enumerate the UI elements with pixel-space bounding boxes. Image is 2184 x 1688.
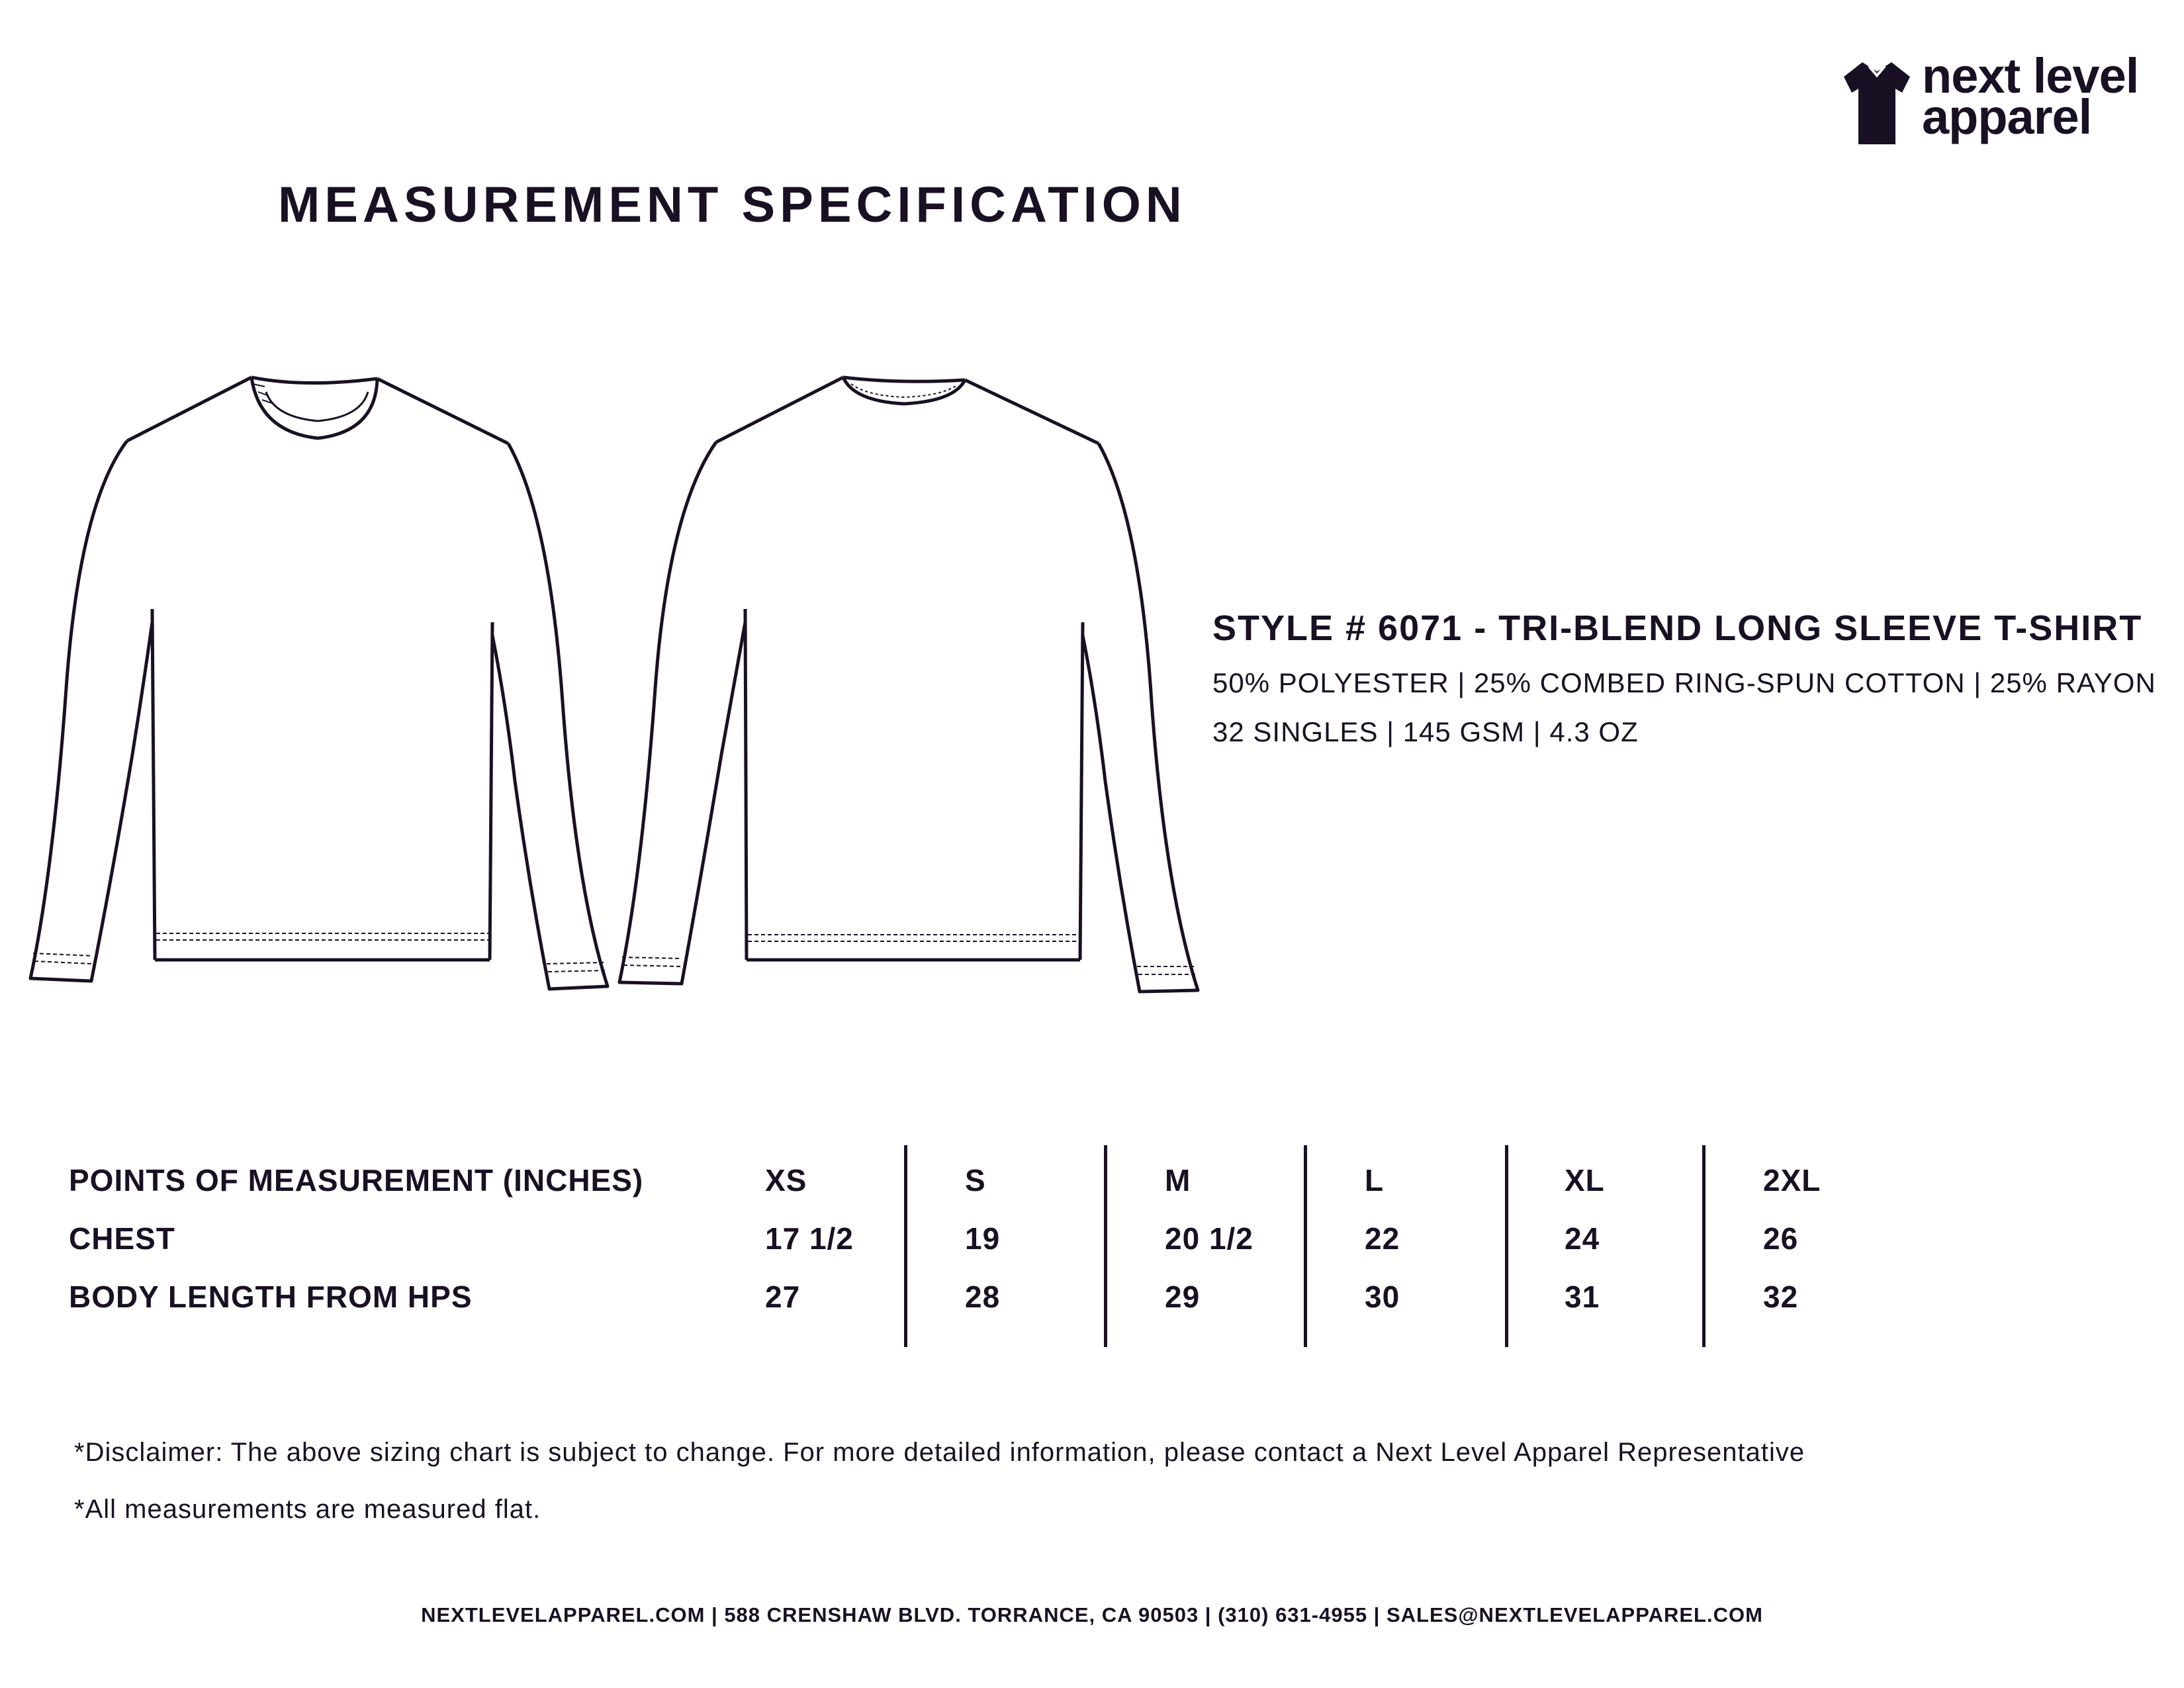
size-header-2xl: 2XL [1763,1163,1821,1197]
size-chart-table [69,1139,2120,1350]
size-header-xl: XL [1565,1163,1605,1197]
fabric-composition: 50% POLYESTER | 25% COMBED RING-SPUN COTTON | 25% RAYON [1212,667,2156,698]
body-length-xl: 31 [1565,1280,1600,1314]
chest-2xl: 26 [1763,1221,1799,1256]
column-divider [1505,1145,1508,1347]
shirt-back-illustration [615,357,1211,1006]
row-label-body-length: BODY LENGTH FROM HPS [69,1280,473,1314]
row-label-chest: CHEST [69,1221,175,1256]
shirt-front-illustration [26,357,622,1006]
chest-l: 22 [1365,1221,1400,1256]
brand-name-line2: apparel [1922,89,2092,144]
column-divider [904,1145,907,1347]
size-header-l: L [1365,1163,1385,1197]
body-length-2xl: 32 [1763,1280,1799,1314]
fabric-specs: 32 SINGLES | 145 GSM | 4.3 OZ [1212,716,1639,747]
footer-contact: NEXTLEVELAPPAREL.COM | 588 CRENSHAW BLVD. TORRANCE, CA 90503 | (310) 631-4955 | SALES@NEXTLEVELAPPAREL.COM [421,1603,1763,1626]
chest-s: 19 [965,1221,1001,1256]
column-divider [1104,1145,1107,1347]
chest-xl: 24 [1565,1221,1600,1256]
disclaimer-text: *Disclaimer: The above sizing chart is subject to change. For more detailed information, please contact a Next Level Apparel Representative [74,1438,1805,1467]
column-divider [1702,1145,1706,1347]
body-length-m: 29 [1165,1280,1201,1314]
measurement-note: *All measurements are measured flat. [74,1495,541,1524]
body-length-l: 30 [1365,1280,1400,1314]
chest-m: 20 1/2 [1165,1221,1253,1256]
body-length-xs: 27 [765,1280,801,1314]
body-length-s: 28 [965,1280,1001,1314]
column-divider [1304,1145,1307,1347]
brand-logo [1843,48,2147,155]
size-header-m: M [1165,1163,1191,1197]
brand-name-line1: next level [1922,48,2139,103]
table-header-label: POINTS OF MEASUREMENT (INCHES) [69,1163,644,1197]
page-title: MEASUREMENT SPECIFICATION [278,177,1187,233]
shirt-logo-icon [1843,60,1911,147]
style-title: STYLE # 6071 - TRI-BLEND LONG SLEEVE T-SHIRT [1212,608,2143,648]
size-header-s: S [965,1163,986,1197]
chest-xs: 17 1/2 [765,1221,854,1256]
size-header-xs: XS [765,1163,807,1197]
